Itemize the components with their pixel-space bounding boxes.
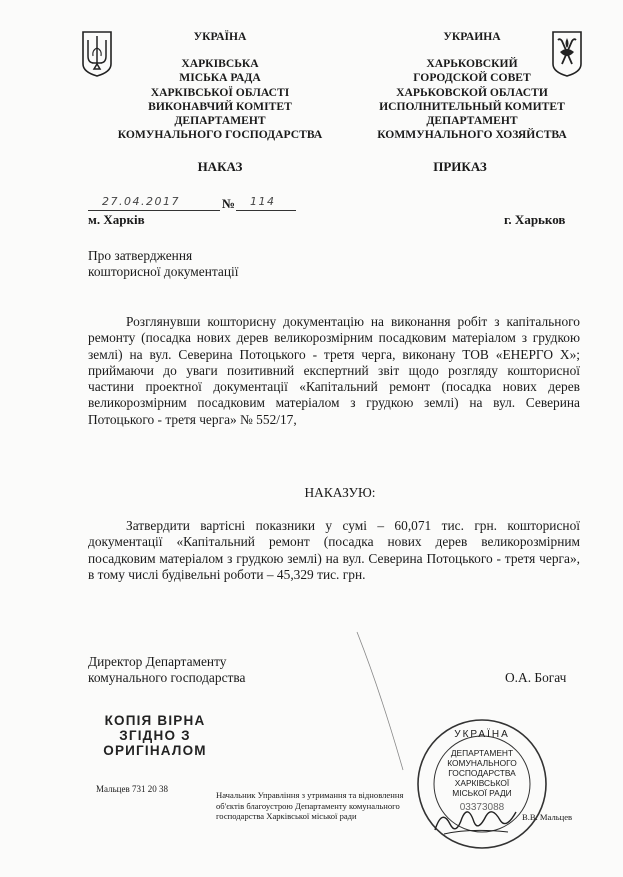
- copy-stamp: [100, 713, 210, 758]
- certification-line: Начальник Управління з утримання та відновлення: [216, 790, 404, 800]
- header-left-line: ВИКОНАВЧИЙ КОМІТЕТ: [148, 99, 292, 113]
- copy-stamp-line: ЗГІДНО З: [119, 728, 191, 743]
- certification-line: господарства Харківської міської ради: [216, 811, 357, 822]
- signature-name: О.А. Богач: [505, 670, 567, 685]
- seal-line: КОМУНАЛЬНОГО: [447, 758, 517, 768]
- seal-center: [415, 748, 549, 798]
- seal-line: МІСЬКОЇ РАДИ: [452, 788, 512, 798]
- doc-type-left: НАКАЗ: [197, 159, 243, 174]
- signature-title: [88, 654, 245, 687]
- subject-line: кошторисної документації: [88, 264, 239, 280]
- header-right-country: УКРАИНА: [443, 30, 501, 43]
- registration-date: 27.04.2017: [102, 195, 180, 208]
- subject-line: Про затвердження: [88, 248, 193, 263]
- certification: [216, 790, 426, 822]
- header-left-country: УКРАЇНА: [193, 30, 247, 43]
- header-left-line: КОМУНАЛЬНОГО ГОСПОДАРСТВА: [117, 128, 323, 142]
- header-right: [352, 30, 592, 142]
- number-label: №: [222, 196, 236, 211]
- doc-type-right: ПРИКАЗ: [433, 159, 487, 174]
- header-right-line: ХАРЬКОВСКОЙ ОБЛАСТИ: [396, 85, 548, 99]
- city-right: г. Харьков: [504, 212, 566, 227]
- order-heading: НАКАЗУЮ:: [304, 485, 376, 500]
- header-right-line: ИСПОЛНИТЕЛЬНЫЙ КОМИТЕТ: [379, 99, 565, 113]
- subject: [88, 248, 238, 281]
- signature-title-line: комунального господарства: [88, 670, 246, 686]
- city-left: м. Харків: [88, 212, 145, 227]
- copy-stamp-line: ОРИГІНАЛОМ: [103, 743, 207, 758]
- date-underline: [88, 210, 220, 211]
- header-left-line: ДЕПАРТАМЕНТ: [174, 114, 266, 128]
- header-left-line: ХАРКІВСЬКА: [181, 57, 259, 71]
- header-right-line: ХАРЬКОВСКИЙ: [426, 57, 518, 71]
- seal-line: ДЕПАРТАМЕНТ: [450, 748, 514, 758]
- header-right-line: ДЕПАРТАМЕНТ: [426, 114, 518, 128]
- seal-line: ГОСПОДАРСТВА: [448, 768, 516, 778]
- header-right-line: ГОРОДСКОЙ СОВЕТ: [413, 71, 531, 85]
- order-text: Затвердити вартісні показники у сумі – 60,071 тис. грн. кошторисної документації «Капітальний ремонт (посадка нових дерев великорозмірним посадковим матеріалом з грудкою землі) на вул. Северина Потоцького - третя черга», в тому числі будівельні роботи – 45,329 тис. грн.: [88, 518, 580, 582]
- header-left-line: МІСЬКА РАДА: [179, 71, 261, 85]
- registration-number: 114: [250, 195, 276, 208]
- header-right-line: КОММУНАЛЬНОГО ХОЗЯЙСТВА: [377, 128, 567, 142]
- registration-line: [88, 195, 298, 213]
- certification-name: В.В. Мальцев: [522, 812, 573, 822]
- seal-top: УКРАЇНА: [454, 729, 510, 740]
- certification-line: об'єктів благоустрою Департаменту комунального: [216, 800, 400, 811]
- number-underline: [236, 210, 296, 211]
- executor: Мальцев 731 20 38: [96, 784, 168, 794]
- header-left: [100, 30, 340, 142]
- preamble: Розглянувши кошторисну документацію на виконання робіт з капітального ремонту (посадка нових дерев великорозмірним посадковим матеріалом з грудкою землі) на вул. Северина Потоцького - третя черга, виконану ТОВ «ЕНЕРГО Х»; приймаючи до уваги позитивний експертний звіт щодо розгляду кошторисної частини проектної документації «Капітальний ремонт (посадка нових дерев великорозмірним посадковим матеріалом з грудкою землі) на вул. Северина Потоцького - третя черга» № 552/17,: [88, 314, 580, 427]
- signature-scribble: [430, 800, 520, 840]
- seal-line: ХАРКІВСЬКОЇ: [454, 778, 510, 788]
- copy-stamp-line: КОПІЯ ВІРНА: [104, 713, 206, 728]
- header-left-line: ХАРКІВСЬКОЇ ОБЛАСТІ: [150, 85, 290, 99]
- signature-title-line: Директор Департаменту: [88, 654, 227, 669]
- decorative-line: [355, 630, 415, 790]
- seal-code: 03373088: [459, 802, 505, 813]
